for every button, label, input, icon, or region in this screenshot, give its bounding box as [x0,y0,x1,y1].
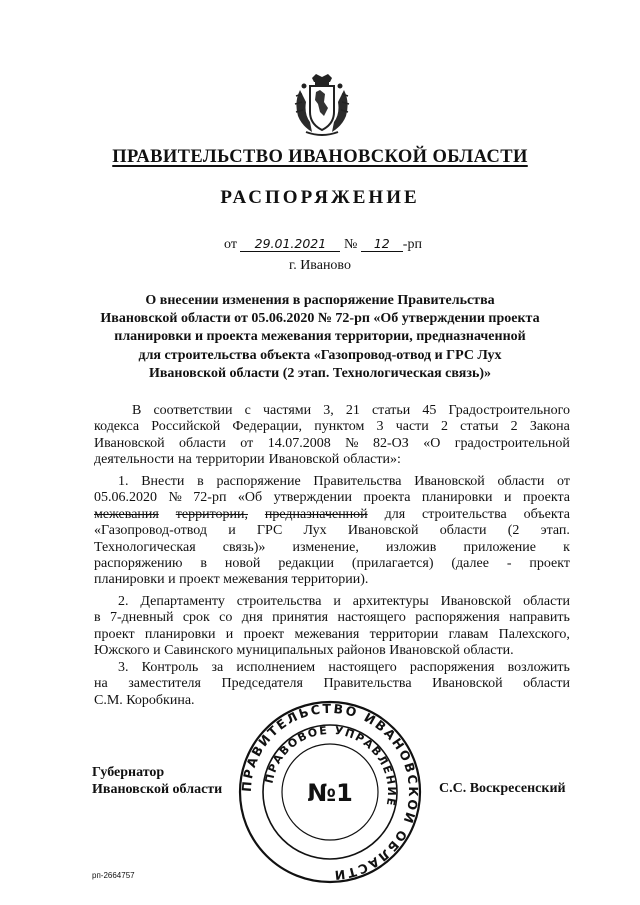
document-number: 12 [361,237,403,252]
word: области»: [343,452,401,468]
word: проекта [363,490,411,506]
word: распоряжению [94,556,183,572]
position-line: Губернатор [92,765,165,780]
word: № [345,435,359,451]
word: - [506,556,512,572]
word: и [228,523,236,539]
position-line: Ивановской области [92,782,223,797]
word: 45 [422,403,437,418]
seal-inner-text: ПРАВОВОЕ УПРАВЛЕНИЕ [262,723,399,809]
signatory-name: С.С. Воскресенский [439,781,566,796]
word: от [557,474,570,489]
word: Лух [303,523,327,539]
coat-of-arms-emblem [292,72,352,138]
word: Внести [141,474,185,489]
word: пунктом [314,419,365,435]
text-line [94,540,570,556]
word: Ивановской [414,474,485,489]
word: В [132,403,142,418]
word: межевания [294,626,360,642]
word: области [179,435,226,451]
struck-word: предназначенной [264,506,368,522]
text-line [94,452,570,468]
word: (прилагается) [351,556,434,572]
word: строительства [422,506,507,522]
word: 3. [118,660,129,675]
word: 2 [510,419,518,435]
word: 05.06.2020 [94,490,157,506]
official-seal [238,700,422,884]
word: ГРС [256,523,283,539]
word: срок [182,610,210,626]
text-line [94,594,570,610]
word: со [219,610,233,626]
number-sign: № [343,237,358,252]
word: «О [423,435,441,451]
word: «Газопровод-отвод [94,523,207,539]
word: и [503,490,512,506]
text-line [94,436,570,452]
word: части [395,419,429,435]
word: Градостроительного [448,403,570,418]
subject-line: планировки и проекта межевания территории, предназначенной [114,329,526,345]
city: г. Иваново [289,258,351,273]
word: проект [243,626,285,642]
word: частями [262,403,312,418]
word: утверждении [273,490,352,506]
government-title: ПРАВИТЕЛЬСТВО ИВАНОВСКОЙ ОБЛАСТИ [112,147,528,167]
word: Ивановской [440,594,512,609]
subject-line: Ивановской области (2 этап. Технологическая связь)» [148,365,492,381]
word: проект [94,626,135,642]
word: планировки [144,626,216,642]
seal-outer-text: ПРАВИТЕЛЬСТВО ИВАНОВСКОЙ ОБЛАСТИ [238,700,422,884]
text-line: Южского и Савинского муниципальных районов Ивановской области. [94,643,514,659]
word: распоряжения [409,660,495,675]
text-line [94,490,570,506]
word: Ивановской [347,523,419,539]
seal-number: №1 [307,779,353,807]
document-date: 29.01.2021 [240,237,340,252]
word: для [384,506,406,522]
word: № [168,490,182,506]
text-line [94,676,570,692]
word: области [439,523,487,539]
word: распоряжения [415,610,500,626]
word: приложение [463,539,537,555]
text-line [94,660,570,676]
word: этап. [540,523,570,539]
word: Палехского, [498,626,570,642]
word: Контроль [141,660,199,675]
date-number-line [224,237,422,253]
word: 2 [440,419,448,435]
word: принятия [272,610,329,626]
word: Правительства [313,474,402,489]
word: Российской [151,419,221,435]
word: Федерации, [232,419,303,435]
word: к [563,539,570,555]
word: 82-ОЗ [372,435,409,451]
word: 14.07.2008 [267,435,331,451]
word: в [200,556,208,572]
word: главам [448,626,489,642]
text-line: планировки и проект межевания территории). [94,572,369,588]
word: 2. [118,594,129,609]
word: Правительства [323,676,412,692]
text-line [94,403,570,419]
word: Ивановской [432,676,503,692]
word: 3 [376,419,384,435]
word: градостроительной [454,435,570,451]
word: и [225,626,234,642]
word: и [333,594,341,609]
word: Департаменту [140,594,225,609]
word: связь)» [222,539,266,555]
text-line [94,474,570,490]
word: в [94,610,101,626]
word: проект [529,556,570,572]
text-line [94,419,570,435]
word: 72-рп [193,490,227,506]
word: 21 [345,403,360,418]
text-line [94,610,570,626]
word: Технологическая [94,539,196,555]
word: 3, [323,403,334,418]
word: области [523,676,570,692]
word: 1. [118,474,129,489]
word: от [240,435,254,451]
word: области [523,594,570,609]
word: архитектуры [352,594,429,609]
word: изложив [385,539,437,555]
word: статьи [371,403,411,418]
word: в [197,474,204,489]
word: на [94,676,108,692]
word: Ивановской [268,452,340,468]
word: (2 [507,523,520,539]
subject-line: О внесении изменения в распоряжение Правительства [145,293,495,308]
word: статьи [460,419,499,435]
word: дня [241,610,263,626]
word: территории [195,452,265,468]
word: изменение, [292,539,359,555]
word: планировки [421,490,493,506]
word: на [178,452,192,468]
word: (далее [451,556,489,572]
document-type: РАСПОРЯЖЕНИЕ [220,187,420,208]
word: направить [509,610,570,626]
word: области [497,474,545,489]
text-line [94,523,570,539]
document-subject [90,292,550,383]
word: новой [224,556,261,572]
date-prefix: от [224,237,237,252]
text-line [94,507,570,523]
word: за [211,660,224,675]
text-line [94,556,570,572]
word: объекта [523,506,570,522]
struck-word: территории, [175,506,248,522]
word: Закона [529,419,570,435]
item-2-paragraph [94,594,570,660]
number-suffix: -рп [402,237,422,252]
word: проекта [522,490,570,506]
item-1-paragraph [94,474,570,589]
text-line [94,627,570,643]
word: деятельности [94,452,175,468]
word: соответствии [153,403,233,418]
subject-line: для строительства объекта «Газопровод-отвод и ГРС Лух [138,347,502,363]
word: территории [369,626,439,642]
word: «Об [237,490,263,506]
registration-code: рп-2664757 [92,871,135,880]
word: кодекса [94,419,140,435]
signatory-position [92,764,222,798]
word: настоящего [328,660,397,675]
subject-line: Ивановской области от 05.06.2020 № 72-рп «Об утверждении проекта [100,311,540,327]
word: заместителя [128,676,201,692]
word: Председателя [221,676,303,692]
word: настоящего [337,610,406,626]
word: исполнением [236,660,316,675]
word: 7-дневный [109,610,174,626]
text-line: С.М. Коробкина. [94,692,195,708]
word: с [244,403,251,418]
word: распоряжение [216,474,301,489]
word: Ивановской [94,435,165,451]
struck-word: межевания [94,506,159,522]
word: редакции [278,556,334,572]
word: строительства [236,594,322,609]
word: возложить [507,660,570,675]
preamble-paragraph [94,403,570,469]
